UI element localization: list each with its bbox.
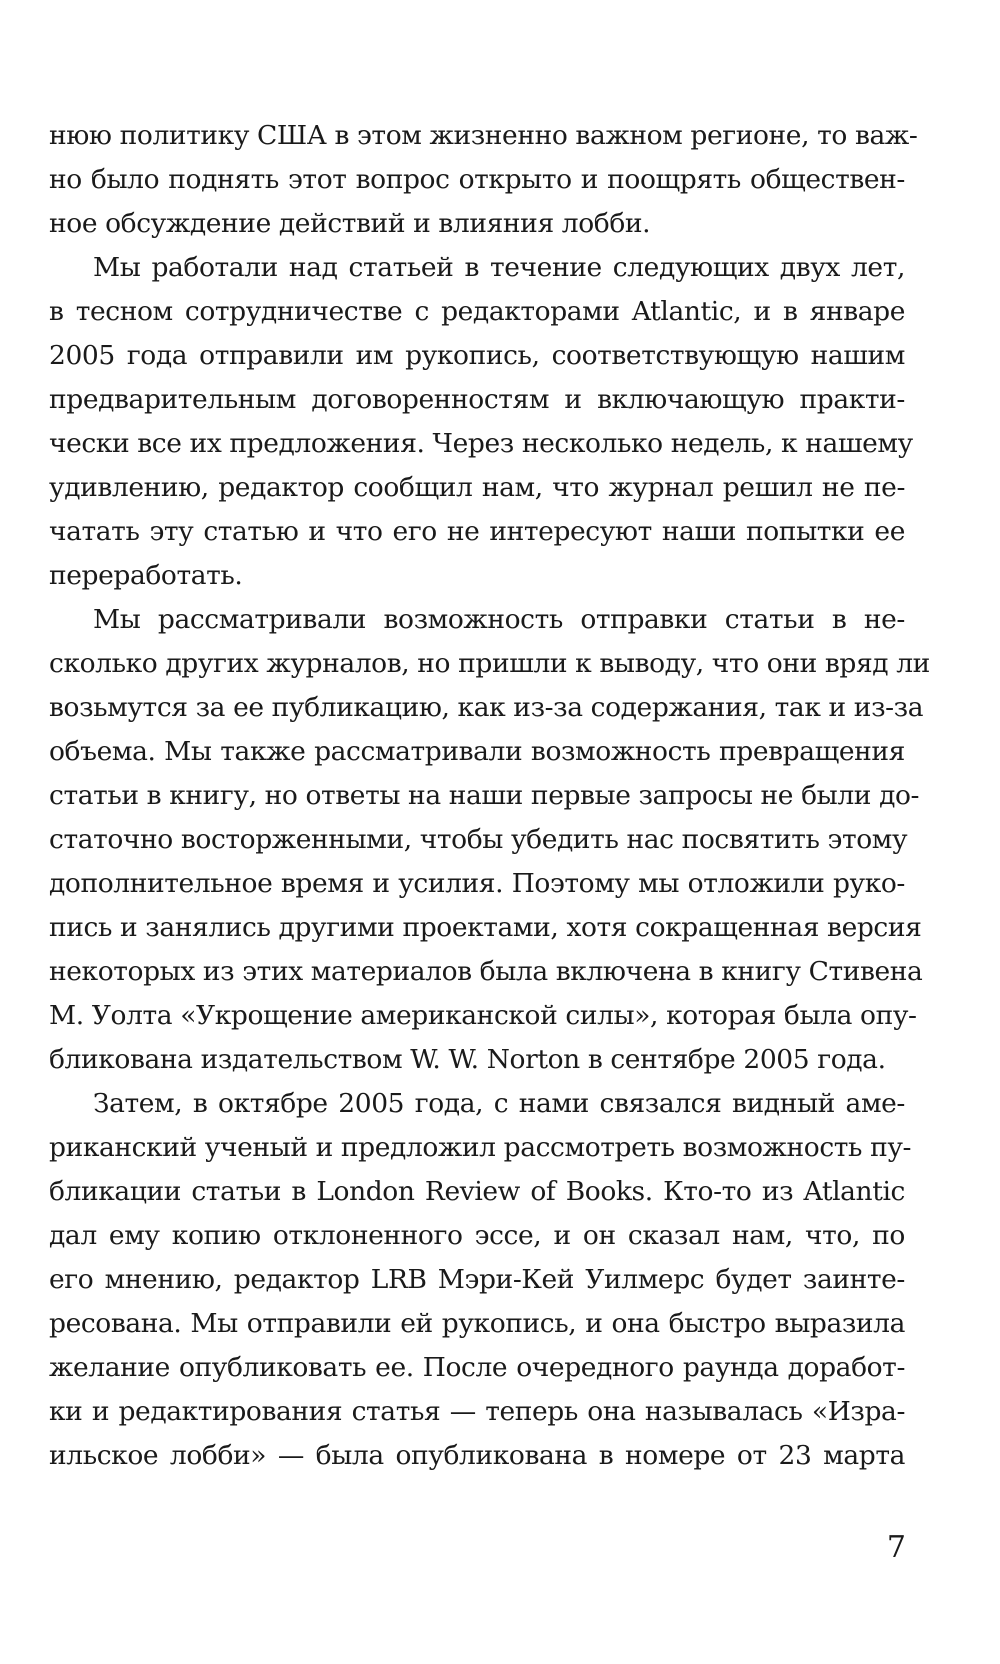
- text-line: чески все их предложения. Через несколько недель, к нашему: [49, 428, 913, 459]
- text-line: ки и редактирования статья — теперь она называлась «Изра-: [49, 1396, 905, 1427]
- text-line: предварительным договоренностям и включающую практи-: [49, 384, 905, 415]
- text-line: возьмутся за ее публикацию, как из-за содержания, так и из-за: [49, 692, 924, 723]
- text-line: дополнительное время и усилия. Поэтому мы отложили руко-: [49, 868, 905, 899]
- text-line: некоторых из этих материалов была включена в книгу Стивена: [49, 956, 923, 987]
- text-line: сколько других журналов, но пришли к выводу, что они вряд ли: [49, 648, 930, 679]
- text-line: ильское лобби» — была опубликована в номере от 23 марта: [49, 1440, 905, 1471]
- text-line: бликации статьи в London Review of Books. Кто-то из Atlantic: [49, 1176, 905, 1207]
- text-line: переработать.: [49, 560, 243, 591]
- text-line: чатать эту статью и что его не интересуют наши попытки ее: [49, 516, 905, 547]
- text-line: Затем, в октябре 2005 года, с нами связался видный аме-: [93, 1088, 905, 1119]
- text-line: удивлению, редактор сообщил нам, что журнал решил не пе-: [49, 472, 905, 503]
- text-line: дал ему копию отклоненного эссе, и он сказал нам, что, по: [49, 1220, 905, 1251]
- text-line: Мы работали над статьей в течение следующих двух лет,: [93, 252, 905, 283]
- text-line: ресована. Мы отправили ей рукопись, и она быстро выразила: [49, 1308, 905, 1339]
- text-line: бликована издательством W. W. Norton в сентябре 2005 года.: [49, 1044, 886, 1075]
- body-text: [49, 114, 930, 1478]
- text-line: в тесном сотрудничестве с редакторами Atlantic, и в январе: [49, 296, 905, 327]
- text-line: ное обсуждение действий и влияния лобби.: [49, 208, 651, 239]
- text-line: риканский ученый и предложил рассмотреть возможность пу-: [49, 1132, 912, 1163]
- text-line: но было поднять этот вопрос открыто и поощрять обществен-: [49, 164, 905, 195]
- text-line: 2005 года отправили им рукопись, соответствующую нашим: [49, 340, 905, 371]
- text-line: объема. Мы также рассматривали возможность превращения: [49, 736, 905, 767]
- text-line: статьи в книгу, но ответы на наши первые запросы не были до-: [49, 780, 920, 811]
- text-line: нюю политику США в этом жизненно важном регионе, то важ-: [49, 120, 918, 151]
- text-line: пись и занялись другими проектами, хотя сокращенная версия: [49, 912, 922, 943]
- page-number: 7: [886, 1530, 906, 1565]
- text-line: желание опубликовать ее. После очередного раунда доработ-: [49, 1352, 905, 1383]
- text-line: Мы рассматривали возможность отправки статьи в не-: [93, 604, 905, 635]
- text-line: его мнению, редактор LRB Мэри-Кей Уилмерс будет заинте-: [49, 1264, 905, 1295]
- text-line: статочно восторженными, чтобы убедить нас посвятить этому: [49, 824, 908, 855]
- text-line: М. Уолта «Укрощение американской силы», которая была опу-: [49, 1000, 917, 1031]
